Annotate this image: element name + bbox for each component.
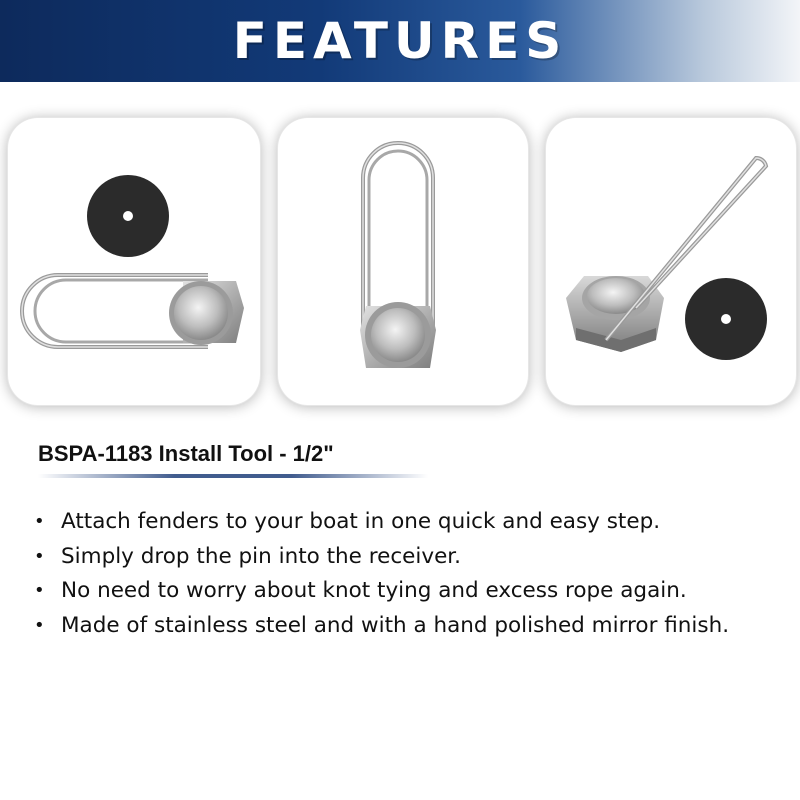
- rubber-washer-icon: [685, 278, 767, 360]
- receiver-cap-icon: [169, 281, 244, 345]
- product-image-panel-3: [546, 118, 796, 405]
- product-image-panel-1: [8, 118, 260, 405]
- bullet-icon: •: [34, 511, 45, 532]
- receiver-cap-icon: [360, 302, 436, 368]
- feature-text: Simply drop the pin into the receiver.: [61, 543, 461, 569]
- feature-item: [34, 505, 729, 540]
- bullet-icon: •: [34, 614, 45, 636]
- rubber-washer-icon: [87, 175, 169, 257]
- feature-text: No need to worry about knot tying and excess rope again.: [61, 578, 687, 603]
- product-title: BSPA-1183 Install Tool - 1/2": [38, 441, 334, 466]
- banner-title: FEATURES: [232, 12, 568, 70]
- feature-text: Made of stainless steel and with a hand polished mirror finish.: [61, 612, 730, 638]
- bullet-icon: •: [34, 545, 45, 567]
- product-image-panel-2: [278, 118, 528, 405]
- feature-item: [34, 574, 729, 609]
- bullet-icon: •: [34, 580, 45, 601]
- feature-item: [34, 540, 729, 575]
- feature-list: [34, 505, 729, 643]
- feature-item: [34, 609, 729, 644]
- features-banner: [0, 0, 800, 82]
- title-underline: [38, 474, 428, 478]
- feature-text: Attach fenders to your boat in one quick and easy step.: [61, 509, 661, 534]
